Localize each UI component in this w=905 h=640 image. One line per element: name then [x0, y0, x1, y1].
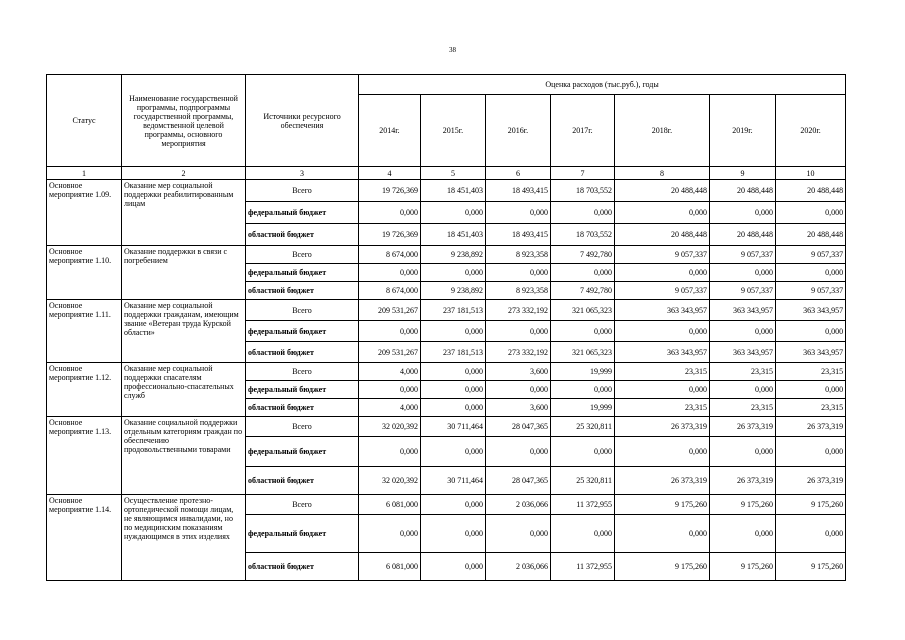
value-cell: 32 020,392 [359, 467, 421, 495]
value-cell: 0,000 [421, 321, 486, 342]
value-cell: 0,000 [551, 381, 615, 399]
value-cell: 0,000 [486, 202, 551, 224]
value-cell: 0,000 [710, 321, 776, 342]
source-cell: областной бюджет [246, 342, 359, 363]
value-cell: 363 343,957 [776, 342, 846, 363]
value-cell: 0,000 [551, 202, 615, 224]
header-year: 2016г. [486, 95, 551, 167]
source-cell: Всего [246, 363, 359, 381]
value-cell: 23,315 [710, 399, 776, 417]
value-cell: 8 923,358 [486, 246, 551, 264]
header-name: Наименование государственной программы, подпрограммы государственной программы, ведомственной целевой программы, основного мероприятия [122, 75, 246, 167]
value-cell: 20 488,448 [710, 180, 776, 202]
status-cell: Основное мероприятие 1.11. [47, 300, 122, 363]
value-cell: 18 493,415 [486, 224, 551, 246]
value-cell: 9 175,260 [710, 553, 776, 581]
value-cell: 0,000 [615, 202, 710, 224]
column-index: 6 [486, 167, 551, 180]
value-cell: 363 343,957 [615, 300, 710, 321]
value-cell: 0,000 [615, 264, 710, 282]
column-index: 4 [359, 167, 421, 180]
source-cell: Всего [246, 300, 359, 321]
value-cell: 23,315 [615, 399, 710, 417]
value-cell: 25 320,811 [551, 467, 615, 495]
header-year: 2017г. [551, 95, 615, 167]
header-status: Статус [47, 75, 122, 167]
program-name-cell: Оказание поддержки в связи с погребением [122, 246, 246, 300]
value-cell: 237 181,513 [421, 300, 486, 321]
source-cell: областной бюджет [246, 224, 359, 246]
source-cell: федеральный бюджет [246, 381, 359, 399]
value-cell: 26 373,319 [776, 417, 846, 437]
value-cell: 9 175,260 [615, 553, 710, 581]
source-cell: областной бюджет [246, 282, 359, 300]
source-cell: областной бюджет [246, 553, 359, 581]
value-cell: 8 674,000 [359, 246, 421, 264]
value-cell: 0,000 [615, 515, 710, 553]
value-cell: 26 373,319 [710, 417, 776, 437]
value-cell: 7 492,780 [551, 282, 615, 300]
value-cell: 0,000 [486, 321, 551, 342]
value-cell: 0,000 [615, 321, 710, 342]
value-cell: 30 711,464 [421, 417, 486, 437]
value-cell: 26 373,319 [776, 467, 846, 495]
value-cell: 2 036,066 [486, 553, 551, 581]
value-cell: 20 488,448 [776, 180, 846, 202]
value-cell: 0,000 [710, 381, 776, 399]
program-name-cell: Оказание социальной поддержки отдельным категориям граждан по обеспечению продовольственными товарами [122, 417, 246, 495]
column-index: 5 [421, 167, 486, 180]
value-cell: 2 036,066 [486, 495, 551, 515]
column-index: 3 [246, 167, 359, 180]
value-cell: 18 703,552 [551, 224, 615, 246]
value-cell: 11 372,955 [551, 553, 615, 581]
value-cell: 0,000 [359, 264, 421, 282]
program-name-cell: Оказание мер социальной поддержки реабилитированным лицам [122, 180, 246, 246]
value-cell: 23,315 [776, 363, 846, 381]
table-row [47, 246, 846, 264]
value-cell: 9 057,337 [776, 282, 846, 300]
source-cell: Всего [246, 495, 359, 515]
value-cell: 0,000 [359, 381, 421, 399]
value-cell: 8 923,358 [486, 282, 551, 300]
source-cell: федеральный бюджет [246, 202, 359, 224]
value-cell: 0,000 [486, 264, 551, 282]
value-cell: 0,000 [359, 437, 421, 467]
value-cell: 20 488,448 [615, 224, 710, 246]
value-cell: 0,000 [776, 264, 846, 282]
status-cell: Основное мероприятие 1.13. [47, 417, 122, 495]
column-index: 1 [47, 167, 122, 180]
status-cell: Основное мероприятие 1.10. [47, 246, 122, 300]
header-year: 2015г. [421, 95, 486, 167]
value-cell: 237 181,513 [421, 342, 486, 363]
value-cell: 20 488,448 [776, 224, 846, 246]
value-cell: 363 343,957 [710, 342, 776, 363]
value-cell: 0,000 [776, 515, 846, 553]
source-cell: федеральный бюджет [246, 321, 359, 342]
source-cell: Всего [246, 180, 359, 202]
value-cell: 0,000 [551, 321, 615, 342]
value-cell: 0,000 [486, 437, 551, 467]
column-index: 2 [122, 167, 246, 180]
value-cell: 9 175,260 [710, 495, 776, 515]
value-cell: 273 332,192 [486, 300, 551, 321]
source-cell: федеральный бюджет [246, 437, 359, 467]
value-cell: 0,000 [710, 264, 776, 282]
value-cell: 209 531,267 [359, 342, 421, 363]
value-cell: 18 451,403 [421, 180, 486, 202]
value-cell: 20 488,448 [710, 224, 776, 246]
value-cell: 0,000 [421, 495, 486, 515]
value-cell: 18 703,552 [551, 180, 615, 202]
table-row [47, 363, 846, 381]
value-cell: 363 343,957 [615, 342, 710, 363]
value-cell: 363 343,957 [710, 300, 776, 321]
value-cell: 0,000 [615, 437, 710, 467]
value-cell: 0,000 [776, 437, 846, 467]
value-cell: 0,000 [551, 264, 615, 282]
value-cell: 0,000 [421, 399, 486, 417]
value-cell: 6 081,000 [359, 495, 421, 515]
value-cell: 7 492,780 [551, 246, 615, 264]
header-year: 2018г. [615, 95, 710, 167]
value-cell: 23,315 [776, 399, 846, 417]
value-cell: 26 373,319 [615, 467, 710, 495]
value-cell: 11 372,955 [551, 495, 615, 515]
value-cell: 28 047,365 [486, 467, 551, 495]
table-row [47, 300, 846, 321]
value-cell: 0,000 [551, 515, 615, 553]
value-cell: 0,000 [421, 437, 486, 467]
value-cell: 3,600 [486, 363, 551, 381]
value-cell: 0,000 [359, 321, 421, 342]
value-cell: 0,000 [421, 363, 486, 381]
value-cell: 8 674,000 [359, 282, 421, 300]
header-year: 2019г. [710, 95, 776, 167]
value-cell: 321 065,323 [551, 300, 615, 321]
value-cell: 30 711,464 [421, 467, 486, 495]
value-cell: 0,000 [421, 381, 486, 399]
column-index: 7 [551, 167, 615, 180]
value-cell: 19 726,369 [359, 180, 421, 202]
value-cell: 9 057,337 [615, 246, 710, 264]
source-cell: областной бюджет [246, 399, 359, 417]
value-cell: 0,000 [551, 437, 615, 467]
value-cell: 0,000 [421, 515, 486, 553]
value-cell: 19,999 [551, 399, 615, 417]
value-cell: 9 238,892 [421, 246, 486, 264]
value-cell: 3,600 [486, 399, 551, 417]
source-cell: федеральный бюджет [246, 264, 359, 282]
program-name-cell: Оказание мер социальной поддержки спасателям профессионально-спасательных служб [122, 363, 246, 417]
value-cell: 20 488,448 [615, 180, 710, 202]
value-cell: 0,000 [776, 381, 846, 399]
value-cell: 9 175,260 [776, 495, 846, 515]
status-cell: Основное мероприятие 1.09. [47, 180, 122, 246]
value-cell: 0,000 [359, 515, 421, 553]
value-cell: 19,999 [551, 363, 615, 381]
value-cell: 32 020,392 [359, 417, 421, 437]
value-cell: 18 493,415 [486, 180, 551, 202]
header-year: 2014г. [359, 95, 421, 167]
header-source: Источники ресурсного обеспечения [246, 75, 359, 167]
value-cell: 9 175,260 [615, 495, 710, 515]
value-cell: 0,000 [421, 202, 486, 224]
value-cell: 9 057,337 [710, 246, 776, 264]
value-cell: 0,000 [486, 515, 551, 553]
value-cell: 0,000 [776, 321, 846, 342]
table-row [47, 495, 846, 515]
value-cell: 0,000 [359, 202, 421, 224]
table-row [47, 417, 846, 437]
value-cell: 4,000 [359, 399, 421, 417]
value-cell: 26 373,319 [710, 467, 776, 495]
value-cell: 26 373,319 [615, 417, 710, 437]
value-cell: 0,000 [486, 381, 551, 399]
program-name-cell: Оказание мер социальной поддержки гражданам, имеющим звание «Ветеран труда Курской области» [122, 300, 246, 363]
value-cell: 0,000 [615, 381, 710, 399]
page-number: 38 [449, 46, 456, 54]
source-cell: Всего [246, 417, 359, 437]
value-cell: 273 332,192 [486, 342, 551, 363]
value-cell: 0,000 [421, 553, 486, 581]
value-cell: 23,315 [615, 363, 710, 381]
source-cell: областной бюджет [246, 467, 359, 495]
source-cell: Всего [246, 246, 359, 264]
value-cell: 0,000 [710, 515, 776, 553]
value-cell: 6 081,000 [359, 553, 421, 581]
column-index: 10 [776, 167, 846, 180]
value-cell: 0,000 [421, 264, 486, 282]
header-year: 2020г. [776, 95, 846, 167]
program-name-cell: Осуществление протезно-ортопедической помощи лицам, не являющимся инвалидами, но по медицинским показаниям нуждающимся в этих изделиях [122, 495, 246, 581]
value-cell: 9 057,337 [710, 282, 776, 300]
value-cell: 363 343,957 [776, 300, 846, 321]
value-cell: 9 057,337 [615, 282, 710, 300]
value-cell: 9 238,892 [421, 282, 486, 300]
budget-table [46, 74, 846, 581]
value-cell: 209 531,267 [359, 300, 421, 321]
value-cell: 23,315 [710, 363, 776, 381]
value-cell: 0,000 [776, 202, 846, 224]
value-cell: 321 065,323 [551, 342, 615, 363]
value-cell: 25 320,811 [551, 417, 615, 437]
value-cell: 9 057,337 [776, 246, 846, 264]
value-cell: 0,000 [710, 202, 776, 224]
value-cell: 0,000 [710, 437, 776, 467]
value-cell: 9 175,260 [776, 553, 846, 581]
table-row [47, 180, 846, 202]
header-estimate: Оценка расходов (тыс.руб.), годы [359, 75, 846, 95]
value-cell: 28 047,365 [486, 417, 551, 437]
column-index: 9 [710, 167, 776, 180]
status-cell: Основное мероприятие 1.14. [47, 495, 122, 581]
value-cell: 19 726,369 [359, 224, 421, 246]
value-cell: 4,000 [359, 363, 421, 381]
source-cell: федеральный бюджет [246, 515, 359, 553]
value-cell: 18 451,403 [421, 224, 486, 246]
status-cell: Основное мероприятие 1.12. [47, 363, 122, 417]
column-index: 8 [615, 167, 710, 180]
